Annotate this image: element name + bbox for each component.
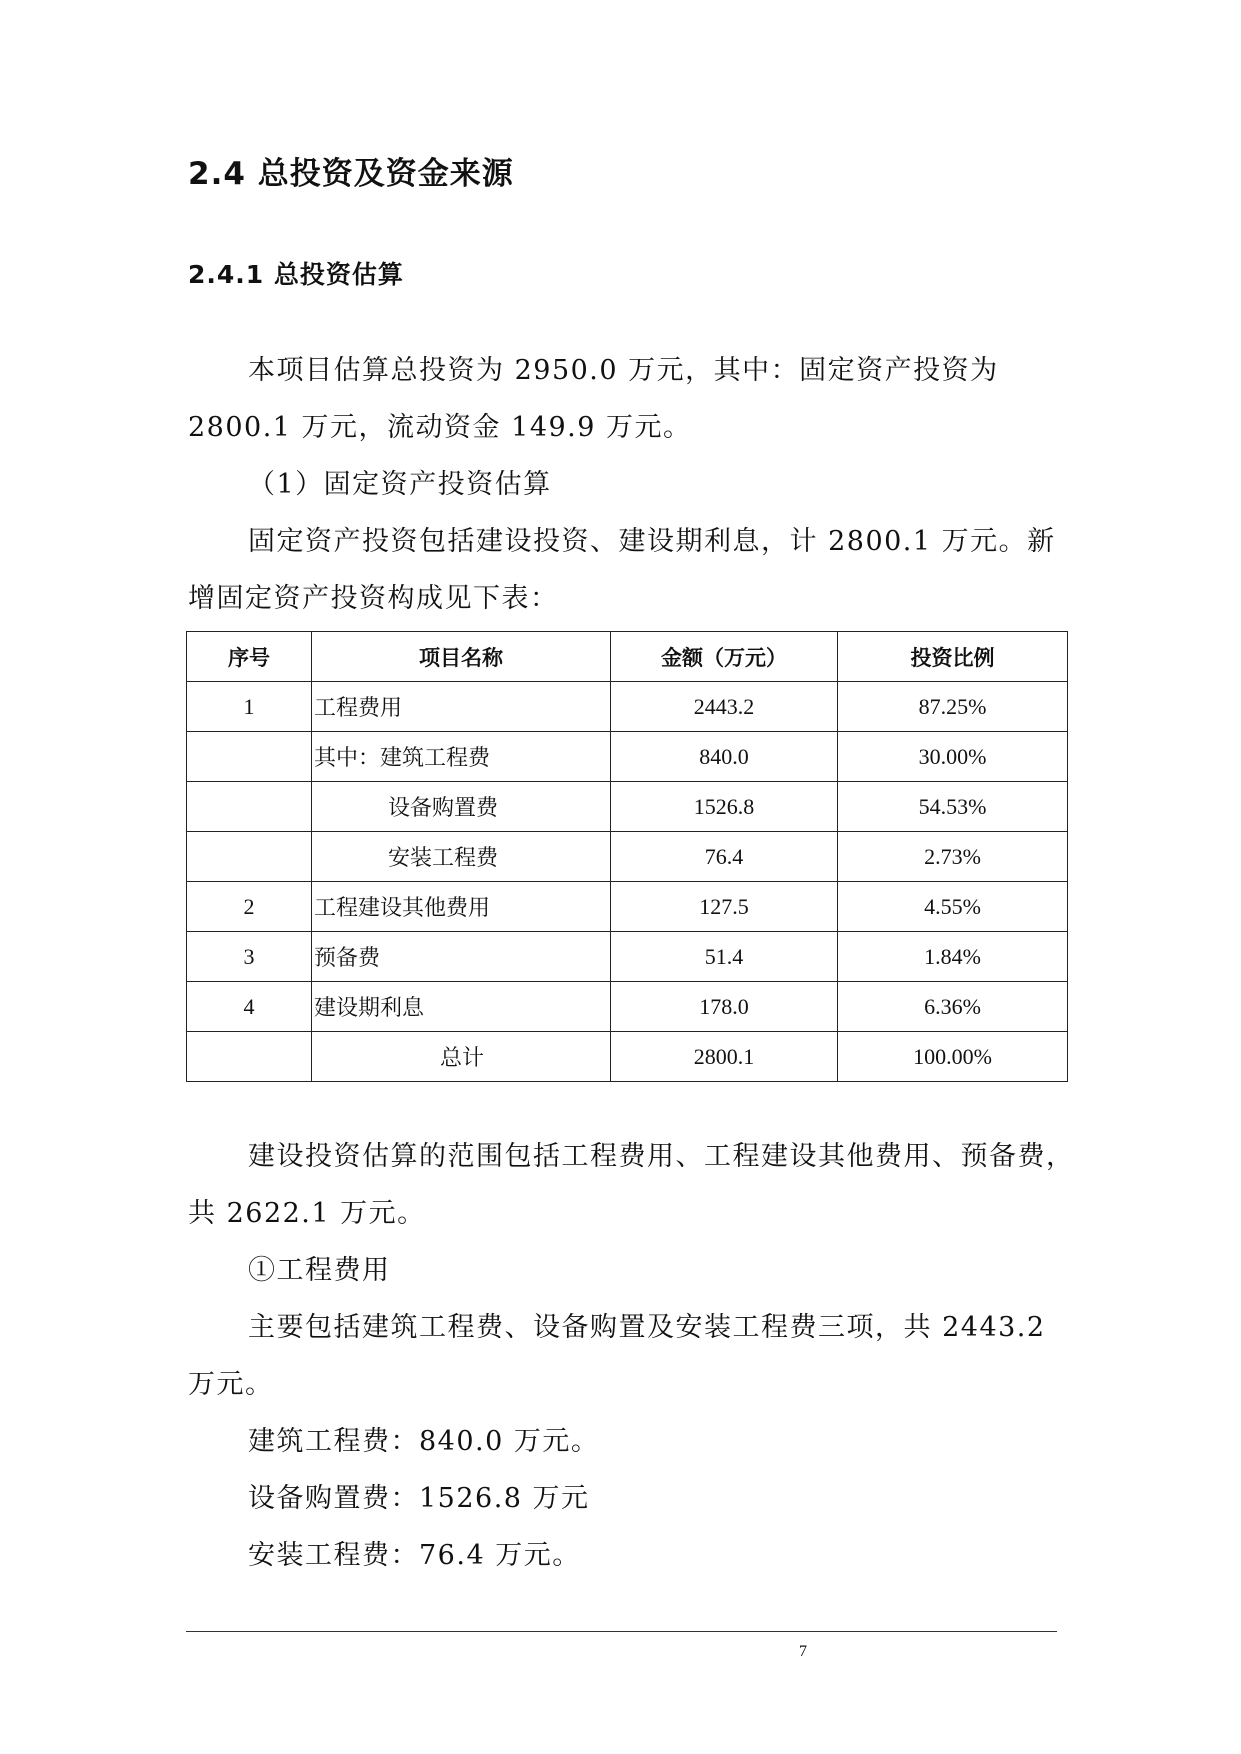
cell-name: 工程费用 bbox=[312, 682, 611, 732]
paragraph-line: 共 2622.1 万元。 bbox=[188, 1198, 426, 1229]
column-header-name: 项目名称 bbox=[312, 632, 611, 682]
table-row bbox=[187, 932, 1068, 982]
paragraph-line: 建筑工程费：840.0 万元。 bbox=[248, 1426, 600, 1457]
cell-name: 总计 bbox=[312, 1032, 611, 1082]
table-total-row bbox=[187, 1032, 1068, 1082]
cell-ratio: 87.25% bbox=[838, 682, 1068, 732]
cell-name: 设备购置费 bbox=[312, 782, 611, 832]
list-item-heading: （1）固定资产投资估算 bbox=[248, 469, 552, 500]
paragraph-line: 安装工程费：76.4 万元。 bbox=[248, 1540, 581, 1571]
section-heading: 2.4 总投资及资金来源 bbox=[188, 156, 514, 192]
list-item-heading: ①工程费用 bbox=[248, 1255, 391, 1286]
cell-ratio: 30.00% bbox=[838, 732, 1068, 782]
footer-divider bbox=[186, 1631, 1057, 1632]
cell-ratio: 100.00% bbox=[838, 1032, 1068, 1082]
column-header-amount: 金额（万元） bbox=[611, 632, 838, 682]
cell-no: 4 bbox=[187, 982, 312, 1032]
cell-ratio: 54.53% bbox=[838, 782, 1068, 832]
table-row bbox=[187, 982, 1068, 1032]
column-header-no: 序号 bbox=[187, 632, 312, 682]
cell-no bbox=[187, 832, 312, 882]
paragraph-line: 增固定资产投资构成见下表： bbox=[188, 583, 559, 614]
investment-table bbox=[186, 631, 1068, 1082]
table-row bbox=[187, 782, 1068, 832]
cell-amount: 1526.8 bbox=[611, 782, 838, 832]
cell-no: 1 bbox=[187, 682, 312, 732]
cell-name: 建设期利息 bbox=[312, 982, 611, 1032]
cell-name: 工程建设其他费用 bbox=[312, 882, 611, 932]
cell-no: 3 bbox=[187, 932, 312, 982]
table-row bbox=[187, 682, 1068, 732]
table-header-row bbox=[187, 632, 1068, 682]
paragraph-line: 万元。 bbox=[188, 1369, 274, 1400]
table-row bbox=[187, 832, 1068, 882]
page-number: 7 bbox=[799, 1643, 807, 1660]
paragraph-line: 2800.1 万元，流动资金 149.9 万元。 bbox=[188, 412, 692, 443]
table-row bbox=[187, 732, 1068, 782]
cell-amount: 76.4 bbox=[611, 832, 838, 882]
column-header-ratio: 投资比例 bbox=[838, 632, 1068, 682]
table-row bbox=[187, 882, 1068, 932]
paragraph-line: 主要包括建筑工程费、设备购置及安装工程费三项，共 2443.2 bbox=[248, 1312, 1046, 1343]
cell-name: 预备费 bbox=[312, 932, 611, 982]
paragraph-line: 固定资产投资包括建设投资、建设期利息，计 2800.1 万元。新 bbox=[248, 526, 1056, 557]
cell-name: 其中：建筑工程费 bbox=[312, 732, 611, 782]
subsection-heading: 2.4.1 总投资估算 bbox=[188, 260, 404, 289]
cell-no bbox=[187, 782, 312, 832]
cell-ratio: 2.73% bbox=[838, 832, 1068, 882]
cell-no bbox=[187, 1032, 312, 1082]
cell-no bbox=[187, 732, 312, 782]
cell-name: 安装工程费 bbox=[312, 832, 611, 882]
cell-ratio: 1.84% bbox=[838, 932, 1068, 982]
cell-amount: 51.4 bbox=[611, 932, 838, 982]
cell-ratio: 4.55% bbox=[838, 882, 1068, 932]
cell-amount: 178.0 bbox=[611, 982, 838, 1032]
cell-amount: 2443.2 bbox=[611, 682, 838, 732]
cell-no: 2 bbox=[187, 882, 312, 932]
paragraph-line: 本项目估算总投资为 2950.0 万元，其中：固定资产投资为 bbox=[248, 355, 999, 386]
paragraph-line: 建设投资估算的范围包括工程费用、工程建设其他费用、预备费， bbox=[248, 1141, 1075, 1172]
cell-amount: 2800.1 bbox=[611, 1032, 838, 1082]
cell-amount: 127.5 bbox=[611, 882, 838, 932]
cell-ratio: 6.36% bbox=[838, 982, 1068, 1032]
cell-amount: 840.0 bbox=[611, 732, 838, 782]
paragraph-line: 设备购置费：1526.8 万元 bbox=[248, 1483, 590, 1514]
